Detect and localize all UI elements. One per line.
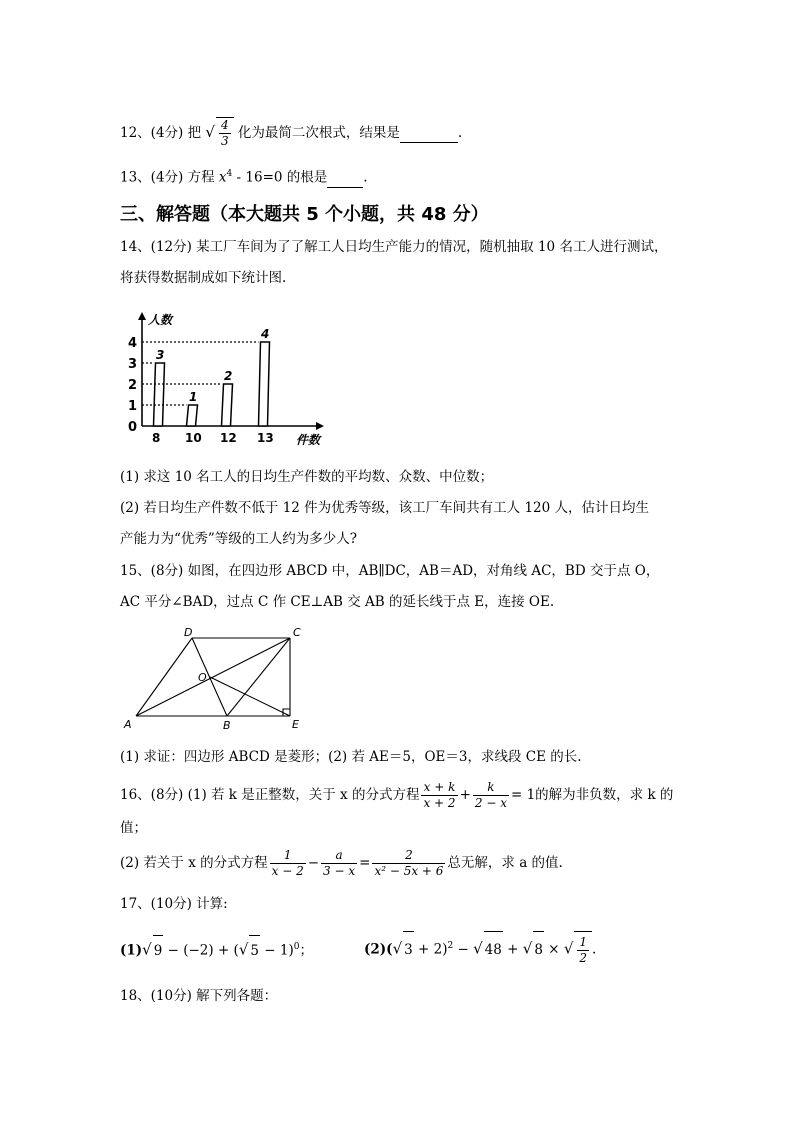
q17-part1: (1)√ 9 − (−2) + (√ 5 − 1)$^0$； [120,932,313,966]
q17-line1: 17、(10分) 计算: [120,896,228,912]
q12-fraction: $\frac{4}{3}$ [220,118,229,148]
bar [259,342,270,426]
bar-value-label: 1 [189,390,198,404]
q16-line2: 值； [120,820,147,836]
segment-BC [227,638,290,716]
label-B: B [223,719,231,732]
q17-part2: (2)(√ 3 + 2)$^2$ − √ 48 + √ 8 × √ $\frac{1}{2}$ . [364,928,596,968]
bar-value-label: 3 [156,348,165,362]
q12-text: 化为最简二次根式，结果是 [237,125,400,141]
y-tick-label: 2 [128,378,138,393]
q15-subquestions: (1) 求证：四边形 ABCD 是菱形；(2) 若 AE＝5，OE＝3，求线段 CE 的长. [120,749,582,765]
q16-line3: (2) 若关于 x 的分式方程 $\frac{1}{x - 2}$ − $\frac{a}{3 - x}$ = $\frac{2}{\text{x² − 5x + 6}}$ 总无解，求 a 的值. [120,848,563,878]
label-D: D [184,626,193,639]
question-12: 12、(4分) 把 √ $\frac{4}{3}$ 化为最简二次根式，结果是 . [120,118,463,148]
x-tick-label: 13 [257,431,274,445]
bar-value-label: 2 [224,369,233,383]
x-axis-label: 件数 [296,433,321,447]
x-tick-label: 8 [152,431,161,445]
y-tick-label: 3 [128,357,138,372]
segment-OE [210,677,290,716]
bar [222,384,233,426]
q16-fraction-2: $\frac{k}{2 - x}$ [474,780,507,810]
chart-marks [142,327,274,445]
q14-sub2b: 产能力为“优秀”等级的工人约为多少人? [120,531,358,547]
bar [187,405,198,426]
label-E: E [292,718,299,731]
q12-number: 12、(4分) 把 [120,125,202,141]
y-tick-label: 0 [128,420,138,435]
q14-sub2a: (2) 若日均生产件数不低于 12 件为优秀等级，该工厂车间共有工人 120 人，估计日均生 [120,500,650,516]
q12-answer-blank [400,124,458,143]
section-heading: 三、解答题（本大题共 5 个小题，共 48 分） [120,204,489,225]
q16-line1: 16、(8分) (1) 若 k 是正整数，关于 x 的分式方程 $\frac{x + k}{x + 2}$ + $\frac{k}{2 - x}$ = 1的解为非负数，求 k 的 [120,780,674,810]
bar [154,363,165,426]
y-axis-arrow [138,312,146,320]
y-tick-label: 4 [128,336,138,351]
q18-line1: 18、(10分) 解下列各题： [120,988,278,1004]
question-13: 13、(4分) 方程 $x^4 - 16=0$ 的根是 . [120,169,368,186]
q14-line2: 将获得数据制成如下统计图. [120,270,287,286]
q14-sub1: (1) 求这 10 名工人的日均生产件数的平均数、众数、中位数； [120,469,494,485]
q15-line2: AC 平分∠BAD，过点 C 作 CE⊥AB 交 AB 的延长线于点 E，连接 OE. [120,594,555,610]
q16-fraction-5: $\frac{2}{\text{x² − 5x + 6}}$ [374,848,444,878]
q16-fraction-1: $\frac{x + k}{x + 2}$ [423,780,456,810]
y-axis-label: 人数 [148,313,173,327]
label-O: O [198,671,207,684]
radical-sign: √ [205,123,215,141]
bar-chart [118,310,338,450]
q16-fraction-4: $\frac{a}{3 - x}$ [323,848,356,878]
segment-AD [136,638,192,716]
label-C: C [293,626,301,639]
x-tick-label: 12 [220,431,237,445]
bar-value-label: 4 [261,327,270,341]
label-A: A [124,718,132,731]
x-tick-label: 10 [185,431,202,445]
q14-line1: 14、(12分) 某工厂车间为了了解工人日均生产能力的情况，随机抽取 10 名工人进行测试， [120,239,668,255]
q16-fraction-3: $\frac{1}{x - 2}$ [271,848,304,878]
y-tick-label: 1 [128,399,138,414]
q12-sqrt [216,117,234,149]
q17-sqrt-fraction: $\frac{1}{2}$ [574,931,592,968]
q15-line1: 15、(8分) 如图，在四边形 ABCD 中，AB∥DC，AB＝AD，对角线 AC，BD 交于点 O， [120,563,660,579]
rhombus-figure [118,622,318,734]
x-axis-arrow [316,422,324,430]
q13-answer-blank [327,169,363,188]
